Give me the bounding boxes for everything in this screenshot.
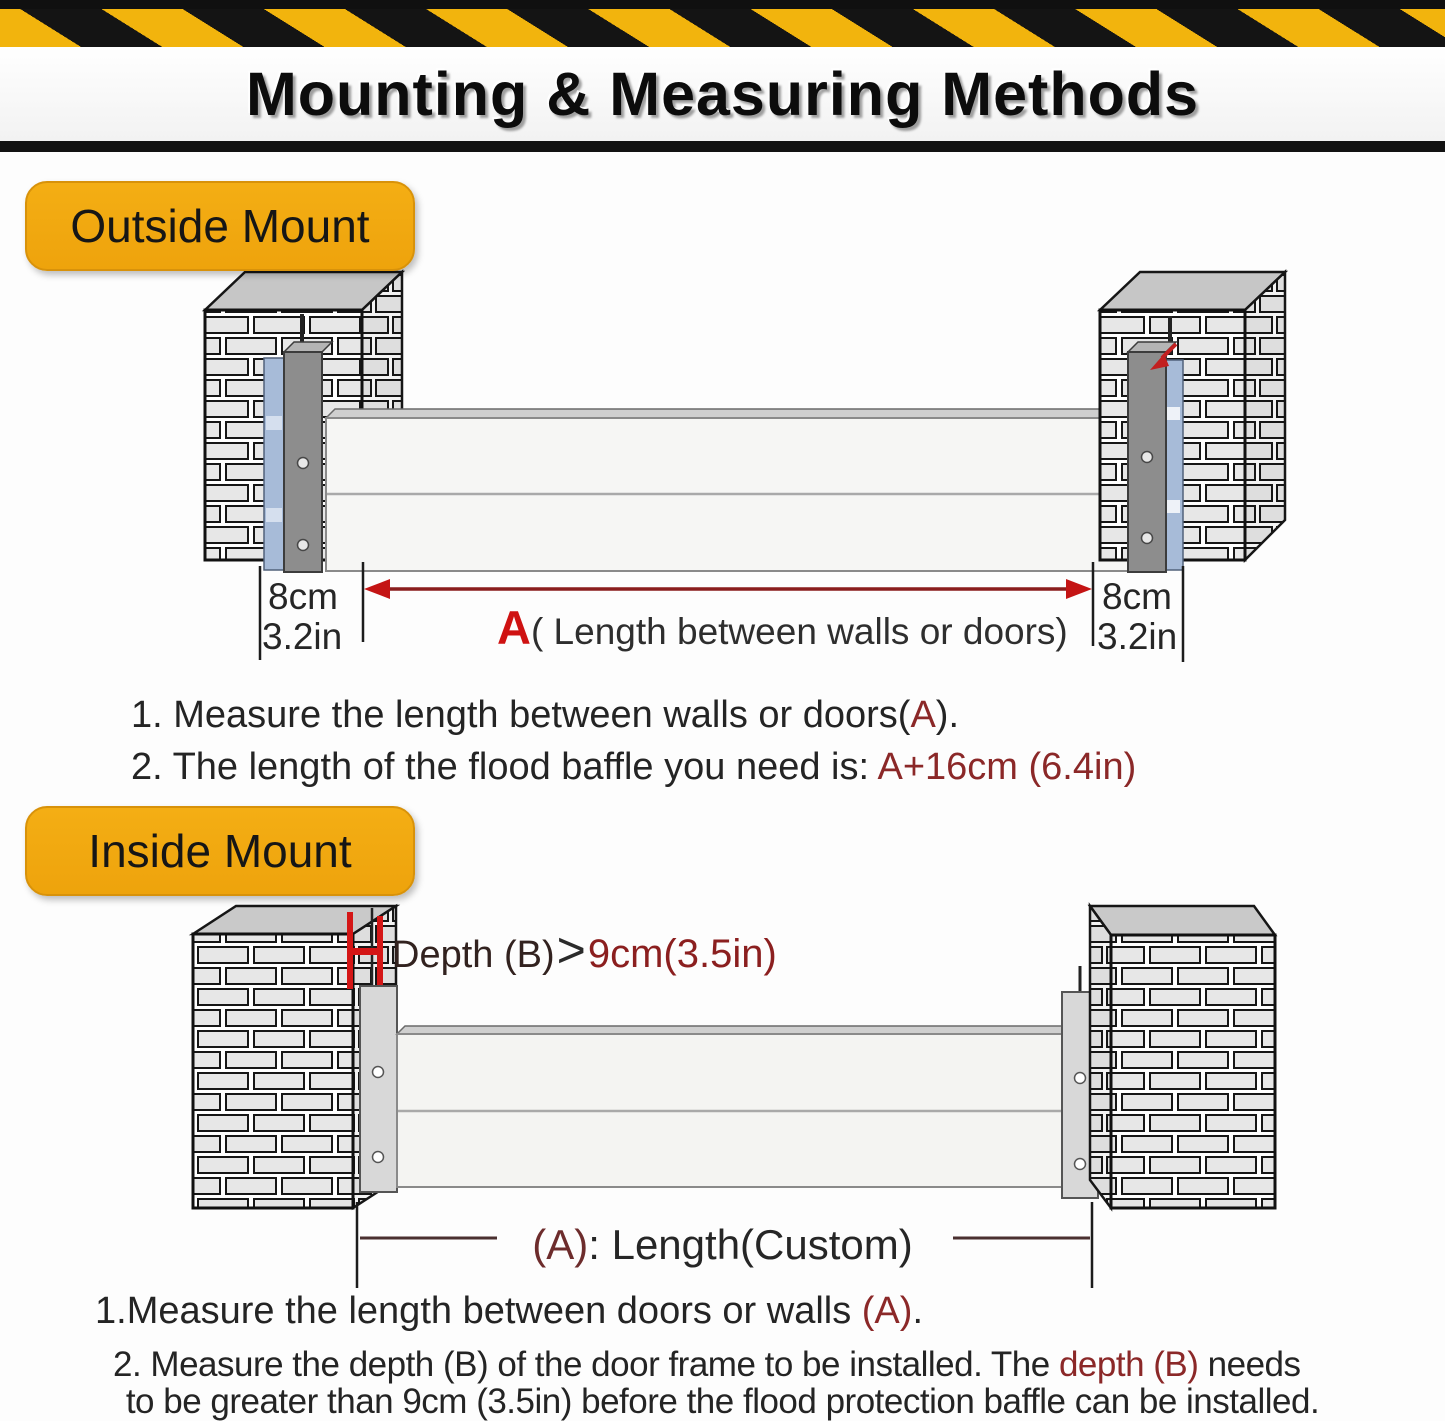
length-a-text: ( Length between walls or doors) — [530, 611, 1068, 652]
title-area — [0, 47, 1445, 141]
inside-step-2-line-2: to be greater than 9cm (3.5in) before the flood protection baffle can be installed. — [125, 1382, 1320, 1421]
outside-step-1: 1. Measure the length between walls or doors(A). — [131, 694, 960, 736]
outside-step-2: 2. The length of the flood baffle you need is: A+16cm (6.4in) — [131, 746, 1137, 788]
flood-barrier-panel-outside — [326, 409, 1139, 571]
mounting-rail-right-outside — [1128, 342, 1183, 572]
header-divider — [0, 141, 1445, 152]
right-brick-pillar-inside — [1090, 906, 1275, 1208]
inside-step-1: 1.Measure the length between doors or walls (A). — [95, 1290, 923, 1332]
length-a-annotation — [497, 600, 1068, 655]
hazard-top-bar — [0, 0, 1445, 9]
mounting-rail-left-outside — [264, 342, 332, 572]
length-a-letter: A — [497, 601, 531, 654]
header-banner — [0, 0, 1445, 152]
mounting-channel-left-inside — [360, 986, 397, 1192]
inside-step-2-line-1: 2. Measure the depth (B) of the door frame to be installed. The depth (B) needs — [113, 1345, 1301, 1384]
depth-b-annotation: Depth (B) > 9cm(3.5in) — [392, 922, 777, 978]
gap-left-in: 3.2in — [262, 616, 343, 657]
gap-right-in: 3.2in — [1097, 616, 1178, 657]
outside-mount-badge — [25, 181, 415, 271]
dimension-arrow-a — [364, 579, 1092, 599]
page-title: Mounting & Measuring Methods — [245, 60, 1200, 128]
gap-right-cm: 8cm — [1102, 576, 1172, 617]
gap-left-cm: 8cm — [268, 576, 338, 617]
outside-mount-label: Outside Mount — [70, 200, 370, 252]
inside-mount-badge — [25, 806, 415, 896]
length-custom-annotation: (A): Length(Custom) — [532, 1221, 913, 1268]
inside-mount-label: Inside Mount — [88, 825, 352, 877]
flood-barrier-panel-inside — [397, 1026, 1070, 1187]
hazard-stripe-band — [0, 9, 1445, 47]
